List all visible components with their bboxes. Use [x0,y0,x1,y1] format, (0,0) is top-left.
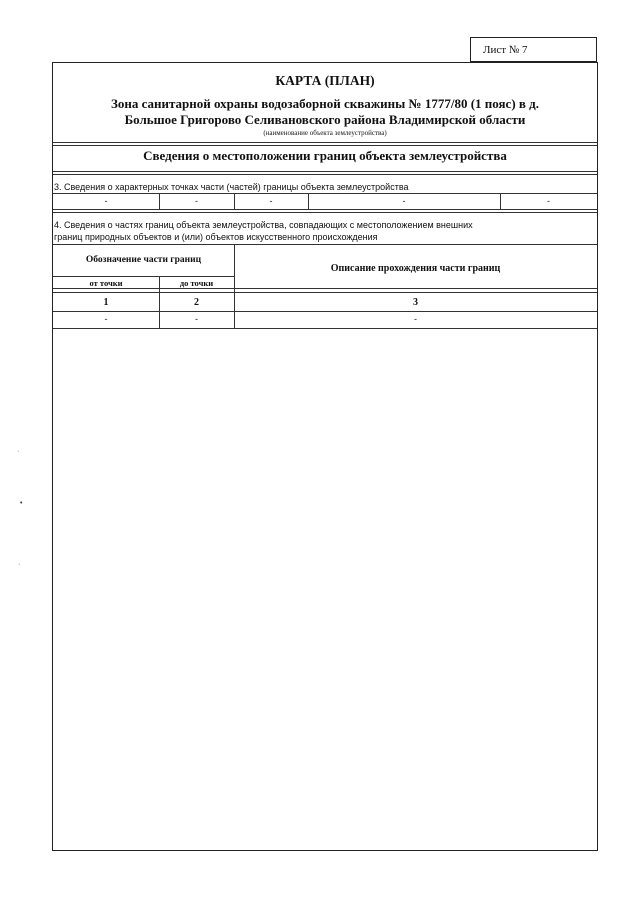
scan-mark: · [18,561,21,568]
divider [53,288,597,289]
section-heading: Сведения о местоположении границ объекта землеустройства [143,148,507,163]
to-point-header: до точки [179,278,214,288]
sheet-number: Лист № 7 [483,43,528,56]
description-header: Описание прохождения части границ [330,263,501,274]
part3-cell: - [195,196,198,206]
divider [53,193,597,194]
document-frame [52,62,598,851]
divider [53,292,597,293]
scan-mark: • [20,500,23,507]
table-cell: - [104,314,108,324]
group-header: Обозначение части границ [85,255,202,265]
document-title: КАРТА (ПЛАН) [275,73,375,88]
part3-cell: - [547,196,550,206]
divider [53,244,597,245]
divider [234,193,235,209]
column-number: 2 [194,297,199,308]
divider [53,174,597,175]
part3-cell: - [269,196,273,206]
part3-cell: - [104,196,108,206]
from-point-header: от точки [89,278,123,288]
part4-label [54,219,473,243]
object-name-line-2: Большое Григорово Селивановского района Владимирской области [124,112,526,127]
sheet-number-box [470,37,597,62]
divider [53,171,597,172]
divider [53,212,597,213]
table-cell: - [414,314,417,324]
part4-label-line-1: 4. Сведения о частях границ объекта землеустройства, совпадающих с местоположением внешних [54,220,473,230]
divider [159,193,160,209]
scan-mark: · [17,448,20,455]
divider [500,193,501,209]
part3-label: 3. Сведения о характерных точках части (частей) границы объекта землеустройства [54,182,409,192]
part3-cell: - [402,196,406,206]
object-name [53,96,597,128]
column-number: 1 [103,297,109,308]
divider [308,193,309,209]
divider [53,145,597,146]
divider [53,328,597,329]
divider [53,209,597,210]
object-name-line-1: Зона санитарной охраны водозаборной скважины № 1777/80 (1 пояс) в д. [110,96,540,111]
object-name-caption: (наименование объекта землеустройства) [263,129,387,137]
divider [53,311,597,312]
table-cell: - [195,314,198,324]
part4-label-line-2: границ природных объектов и (или) объектов искусственного происхождения [54,232,378,242]
divider [53,276,234,277]
column-number: 3 [413,297,418,308]
divider [53,142,597,143]
